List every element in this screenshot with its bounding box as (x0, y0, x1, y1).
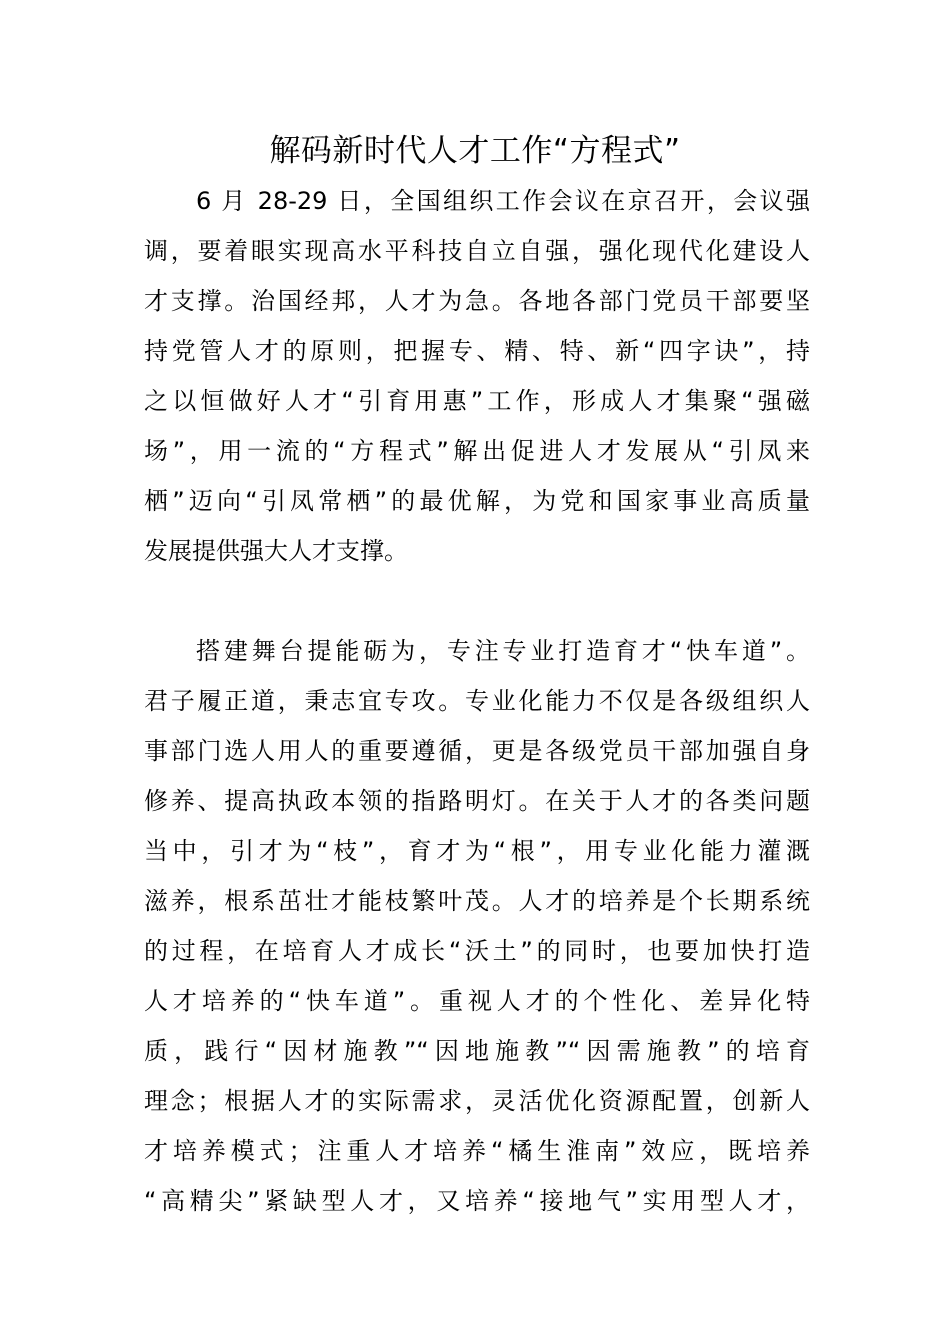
text-line: 修养、提高执政本领的指路明灯。在关于人才的各类问题 (144, 787, 810, 815)
text-line: 当中，引才为“枝”，育才为“根”，用专业化能力灌溉 (144, 837, 810, 865)
text-line: 才培养模式；注重人才培养“橘生淮南”效应，既培养 (144, 1137, 810, 1165)
text-line: 持党管人才的原则，把握专、精、特、新“四字诀”，持 (144, 337, 810, 365)
text-line: 君子履正道，秉志宜专攻。专业化能力不仅是各级组织人 (144, 687, 810, 715)
text-line: 的过程，在培育人才成长“沃土”的同时，也要加快打造 (144, 937, 810, 965)
text-line: 才支撑。治国经邦，人才为急。各地各部门党员干部要坚 (144, 287, 810, 315)
text-line: 场”，用一流的“方程式”解出促进人才发展从“引凤来 (144, 437, 810, 465)
text-line: 6 月 28-29 日，全国组织工作会议在京召开，会议强 (196, 187, 810, 215)
text-line: 栖”迈向“引凤常栖”的最优解，为党和国家事业高质量 (144, 487, 810, 515)
text-line: 理念；根据人才的实际需求，灵活优化资源配置，创新人 (144, 1087, 810, 1115)
paragraph-1 (144, 176, 810, 576)
text-line: 质，践行“因材施教”“因地施教”“因需施教”的培育 (144, 1037, 810, 1065)
text-line: “高精尖”紧缺型人才，又培养“接地气”实用型人才， (144, 1187, 810, 1215)
paragraph-2 (144, 626, 810, 1226)
text-line: 人才培养的“快车道”。重视人才的个性化、差异化特 (144, 987, 810, 1015)
text-line: 滋养，根系茁壮才能枝繁叶茂。人才的培养是个长期系统 (144, 887, 810, 915)
text-line: 搭建舞台提能砺为，专注专业打造育才“快车道”。 (196, 637, 810, 665)
text-line: 调，要着眼实现高水平科技自立自强，强化现代化建设人 (144, 237, 810, 265)
text-line: 事部门选人用人的重要遵循，更是各级党员干部加强自身 (144, 737, 810, 765)
document-title: 解码新时代人才工作“方程式” (269, 133, 681, 169)
text-line: 之以恒做好人才“引育用惠”工作，形成人才集聚“强磁 (144, 387, 810, 415)
text-line: 发展提供强大人才支撑。 (144, 537, 408, 565)
